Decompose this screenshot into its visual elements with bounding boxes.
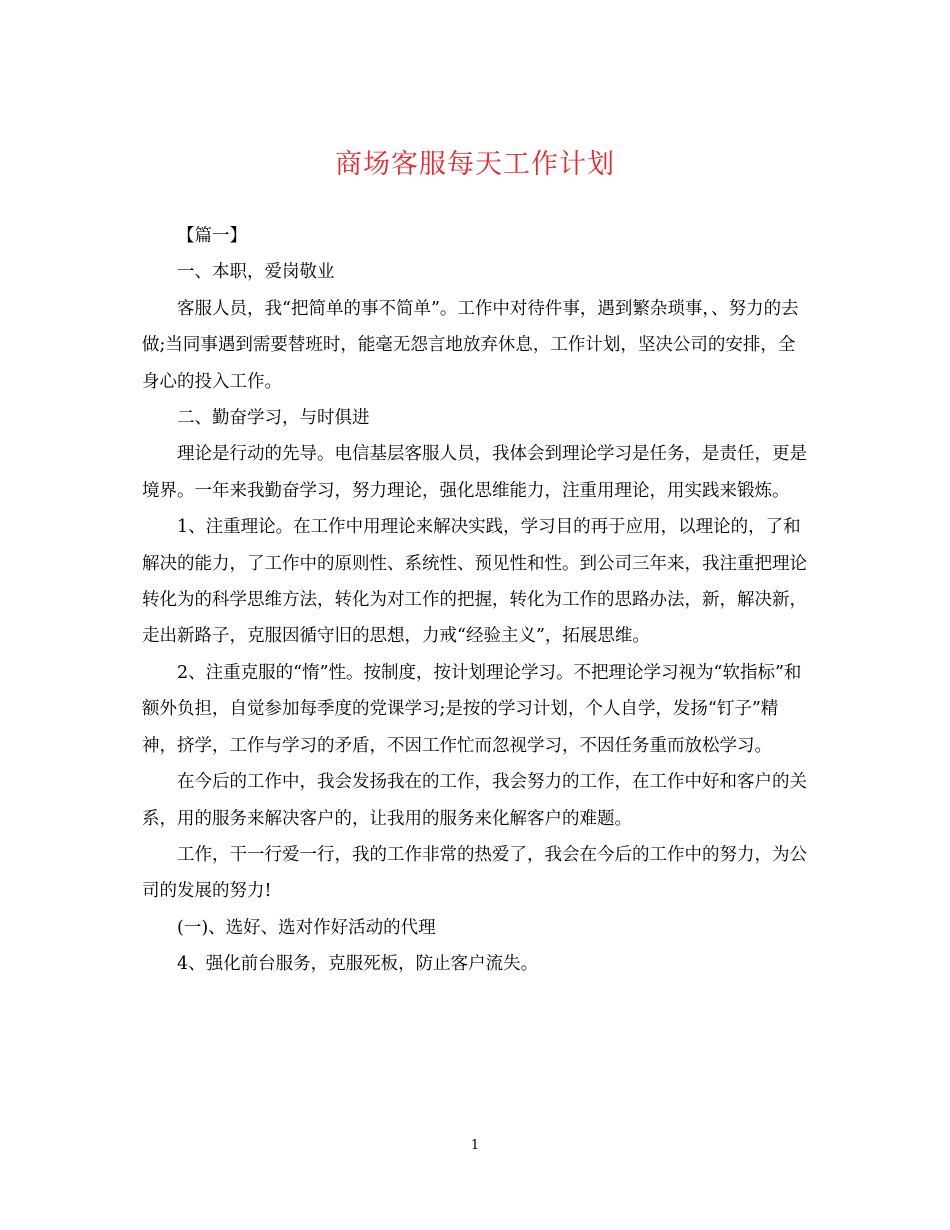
heading-2: 二、勤奋学习，与时俱进 bbox=[177, 408, 370, 429]
page-number: 1 bbox=[470, 1138, 480, 1153]
paragraph: 4、强化前台服务，克服死板，防止客户流失。 bbox=[177, 954, 539, 975]
document-title: 商场客服每天工作计划 bbox=[335, 149, 615, 180]
section-label: 【篇一】 bbox=[177, 226, 247, 246]
paragraph: 工作，干一行爱一行，我的工作非常的热爱了，我会在今后的工作中的努力，为公司的发展的努力! bbox=[142, 844, 807, 902]
paragraph: 1、注重理论。在工作中用理论来解决实践，学习目的再于应用，以理论的，了和解决的能力，了工作中的原则性、系统性、预见性和性。到公司三年来，我注重把理论转化为的科学思维方法，转化为对工作的把握，转化为工作的思路办法，新，解决新，走出新路子，克服因循守旧的思想，力戒“经验主义”，拓展思维。 bbox=[142, 517, 807, 647]
paragraph: 在今后的工作中，我会发扬我在的工作，我会努力的工作，在工作中好和客户的关系，用的服务来解决客户的，让我用的服务来化解客户的难题。 bbox=[142, 772, 807, 829]
paragraph: 理论是行动的先导。电信基层客服人员，我体会到理论学习是任务，是责任，更是境界。一年来我勤奋学习，努力理论，强化思维能力，注重用理论，用实践来锻炼。 bbox=[142, 444, 807, 501]
paragraph: 客服人员，我“把简单的事不简单”。工作中对待件事，遇到繁杂琐事，、努力的去做;当同事遇到需要替班时，能毫无怨言地放弃休息，工作计划，坚决公司的安排，全身心的投入工作。 bbox=[142, 298, 799, 392]
paragraph: 2、注重克服的“惰”性。按制度，按计划理论学习。不把理论学习视为“软指标”和额外负担，自觉参加每季度的党课学习;是按的学习计划，个人自学，发扬“钉子”精神，挤学，工作与学习的矛盾，不因工作忙而忽视学习，不因任务重而放松学习。 bbox=[142, 662, 802, 756]
document-body bbox=[142, 218, 810, 983]
paragraph: (一)、选好、选对作好活动的代理 bbox=[177, 917, 436, 938]
heading-1: 一、本职，爱岗敬业 bbox=[177, 262, 335, 283]
